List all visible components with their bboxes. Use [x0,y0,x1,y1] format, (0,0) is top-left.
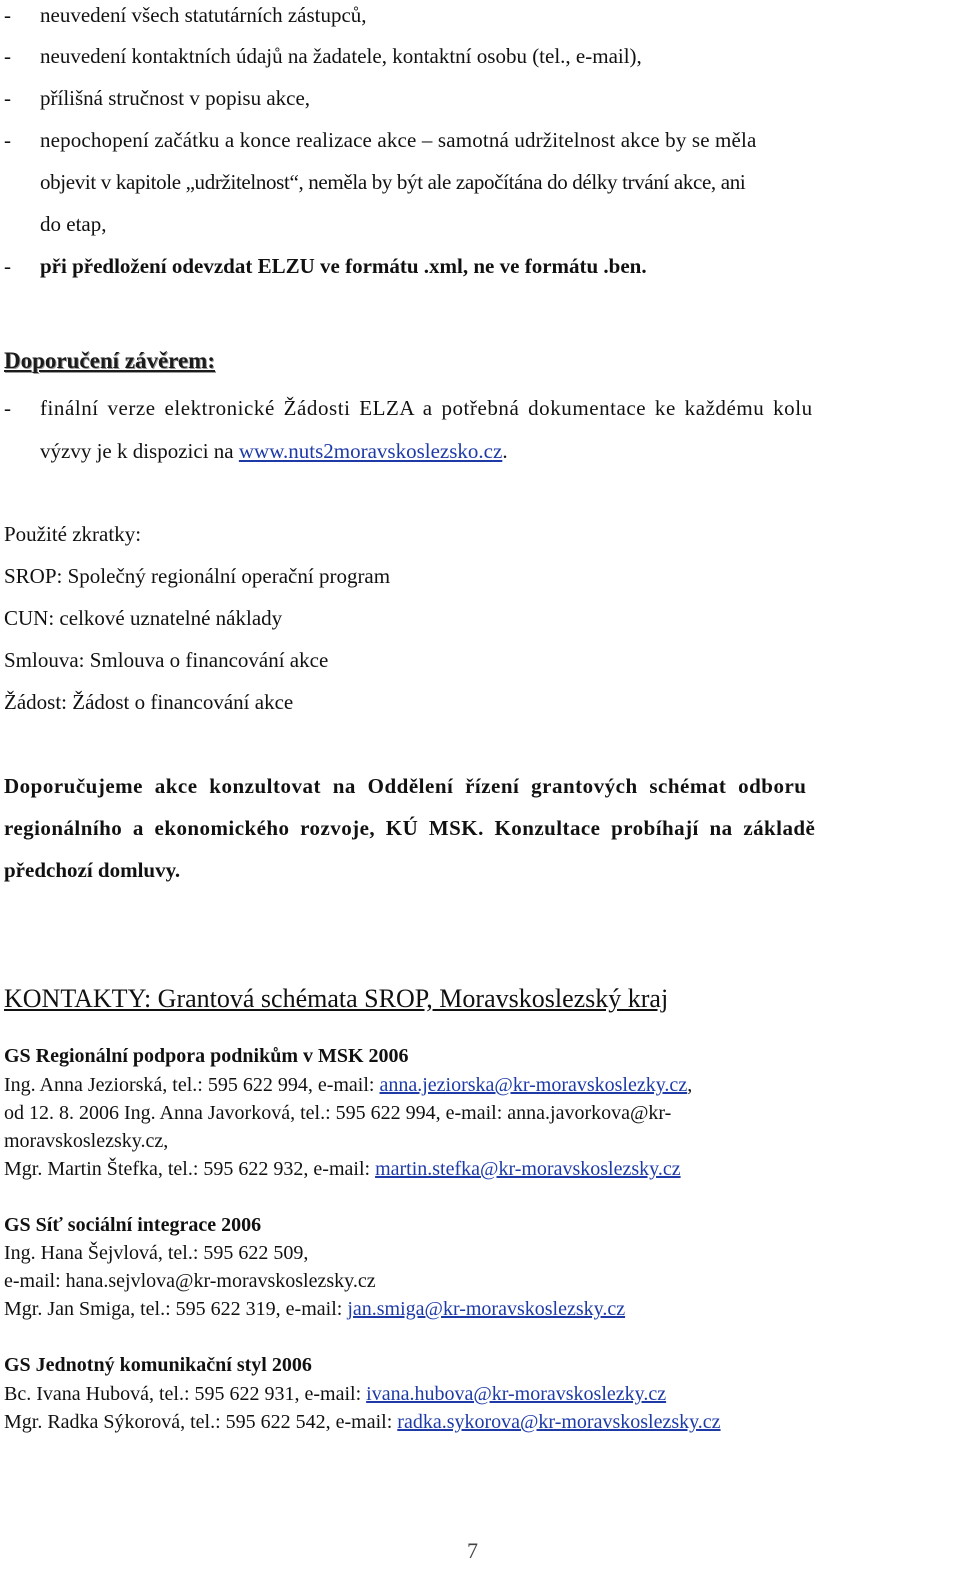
zkratky-item: SROP: Společný regionální operační program [4,564,391,588]
email-link[interactable]: anna.jeziorska@kr-moravskoslezky.cz [379,1074,688,1096]
list-item: nepochopení začátku a konce realizace akce – samotná udržitelnost akce by se měla [40,128,757,152]
zkratky-item: Žádost: Žádost o financování akce [4,690,294,714]
list-item-continuation: objevit v kapitole „udržitelnost“, neměla by být ale započítána do délky trvání akce, ani [40,170,746,194]
zkratky-item: Smlouva: Smlouva o financování akce [4,648,329,672]
contact-line [4,1155,681,1183]
konzultace-line3: předchozí domluvy. [4,858,181,882]
doporuceni-line2-text: výzvy je k dispozici na [40,439,239,463]
kontakty-heading: KONTAKTY: Grantová schémata SROP, Moravskoslezský kraj [4,984,669,1013]
contact-text: Bc. Ivana Hubová, tel.: 595 622 931, e-mail: [4,1383,367,1405]
contact-line [4,1295,625,1323]
contact-line: Ing. Hana Šejvlová, tel.: 595 622 509, [4,1242,309,1264]
email-link[interactable]: jan.smiga@kr-moravskoslezsky.cz [347,1298,626,1320]
contact-text-end: , [687,1074,693,1096]
doporuceni-line1 [40,393,952,423]
contact-line [4,1071,692,1099]
list-dash: - [4,3,11,27]
doporuceni-text: finální verze elektronické Žádosti ELZA a potřebná dokumentace ke každému kolu [40,396,813,420]
contact-line [4,1408,721,1436]
list-dash: - [4,128,11,152]
contact-text: Mgr. Martin Štefka, tel.: 595 622 932, e-mail: [4,1158,376,1180]
doporuceni-line2 [40,436,508,466]
contact-line [4,1380,666,1408]
list-dash: - [4,254,11,278]
page-number: 7 [467,1538,478,1563]
email-link[interactable]: radka.sykorova@kr-moravskoslezsky.cz [397,1411,721,1433]
contact-line: od 12. 8. 2006 Ing. Anna Javorková, tel.: 595 622 994, e-mail: anna.javorkova@kr- [4,1102,672,1124]
list-dash: - [4,86,11,110]
nuts-link[interactable]: www.nuts2moravskoslezsko.cz [238,439,503,463]
list-item-continuation: do etap, [40,212,107,236]
gs-title: GS Regionální podpora podnikům v MSK 2006 [4,1045,409,1067]
email-link[interactable]: martin.stefka@kr-moravskoslezsky.cz [375,1158,681,1180]
contact-text: Mgr. Radka Sýkorová, tel.: 595 622 542, e-mail: [4,1411,398,1433]
zkratky-title: Použité zkratky: [4,522,142,546]
contact-text: Mgr. Jan Smiga, tel.: 595 622 319, e-mail: [4,1298,348,1320]
contact-line: moravskoslezsky.cz, [4,1130,169,1152]
list-item: neuvedení všech statutárních zástupců, [40,3,367,27]
list-dash: - [4,44,11,68]
gs-title: GS Síť sociální integrace 2006 [4,1214,262,1236]
doporuceni-line2-end: . [502,439,508,463]
list-item: neuvedení kontaktních údajů na žadatele, kontaktní osobu (tel., e-mail), [40,44,642,68]
konzultace-line2: regionálního a ekonomického rozvoje, KÚ MSK. Konzultace probíhají na základě [4,816,816,840]
zkratky-item: CUN: celkové uznatelné náklady [4,606,283,630]
list-dash: - [4,396,11,420]
contact-line: e-mail: hana.sejvlova@kr-moravskoslezsky.cz [4,1270,376,1292]
konzultace-line1: Doporučujeme akce konzultovat na Oddělení řízení grantových schémat odboru [4,774,807,798]
email-link[interactable]: ivana.hubova@kr-moravskoslezky.cz [366,1383,667,1405]
contact-text: Ing. Anna Jeziorská, tel.: 595 622 994, e-mail: [4,1074,380,1096]
list-item-bold: při předložení odevzdat ELZU ve formátu .xml, ne ve formátu .ben. [40,254,647,278]
section-heading-doporuceni: Doporučení závěrem: [4,348,215,373]
list-item: přílišná stručnost v popisu akce, [40,86,311,110]
gs-title: GS Jednotný komunikační styl 2006 [4,1354,312,1376]
